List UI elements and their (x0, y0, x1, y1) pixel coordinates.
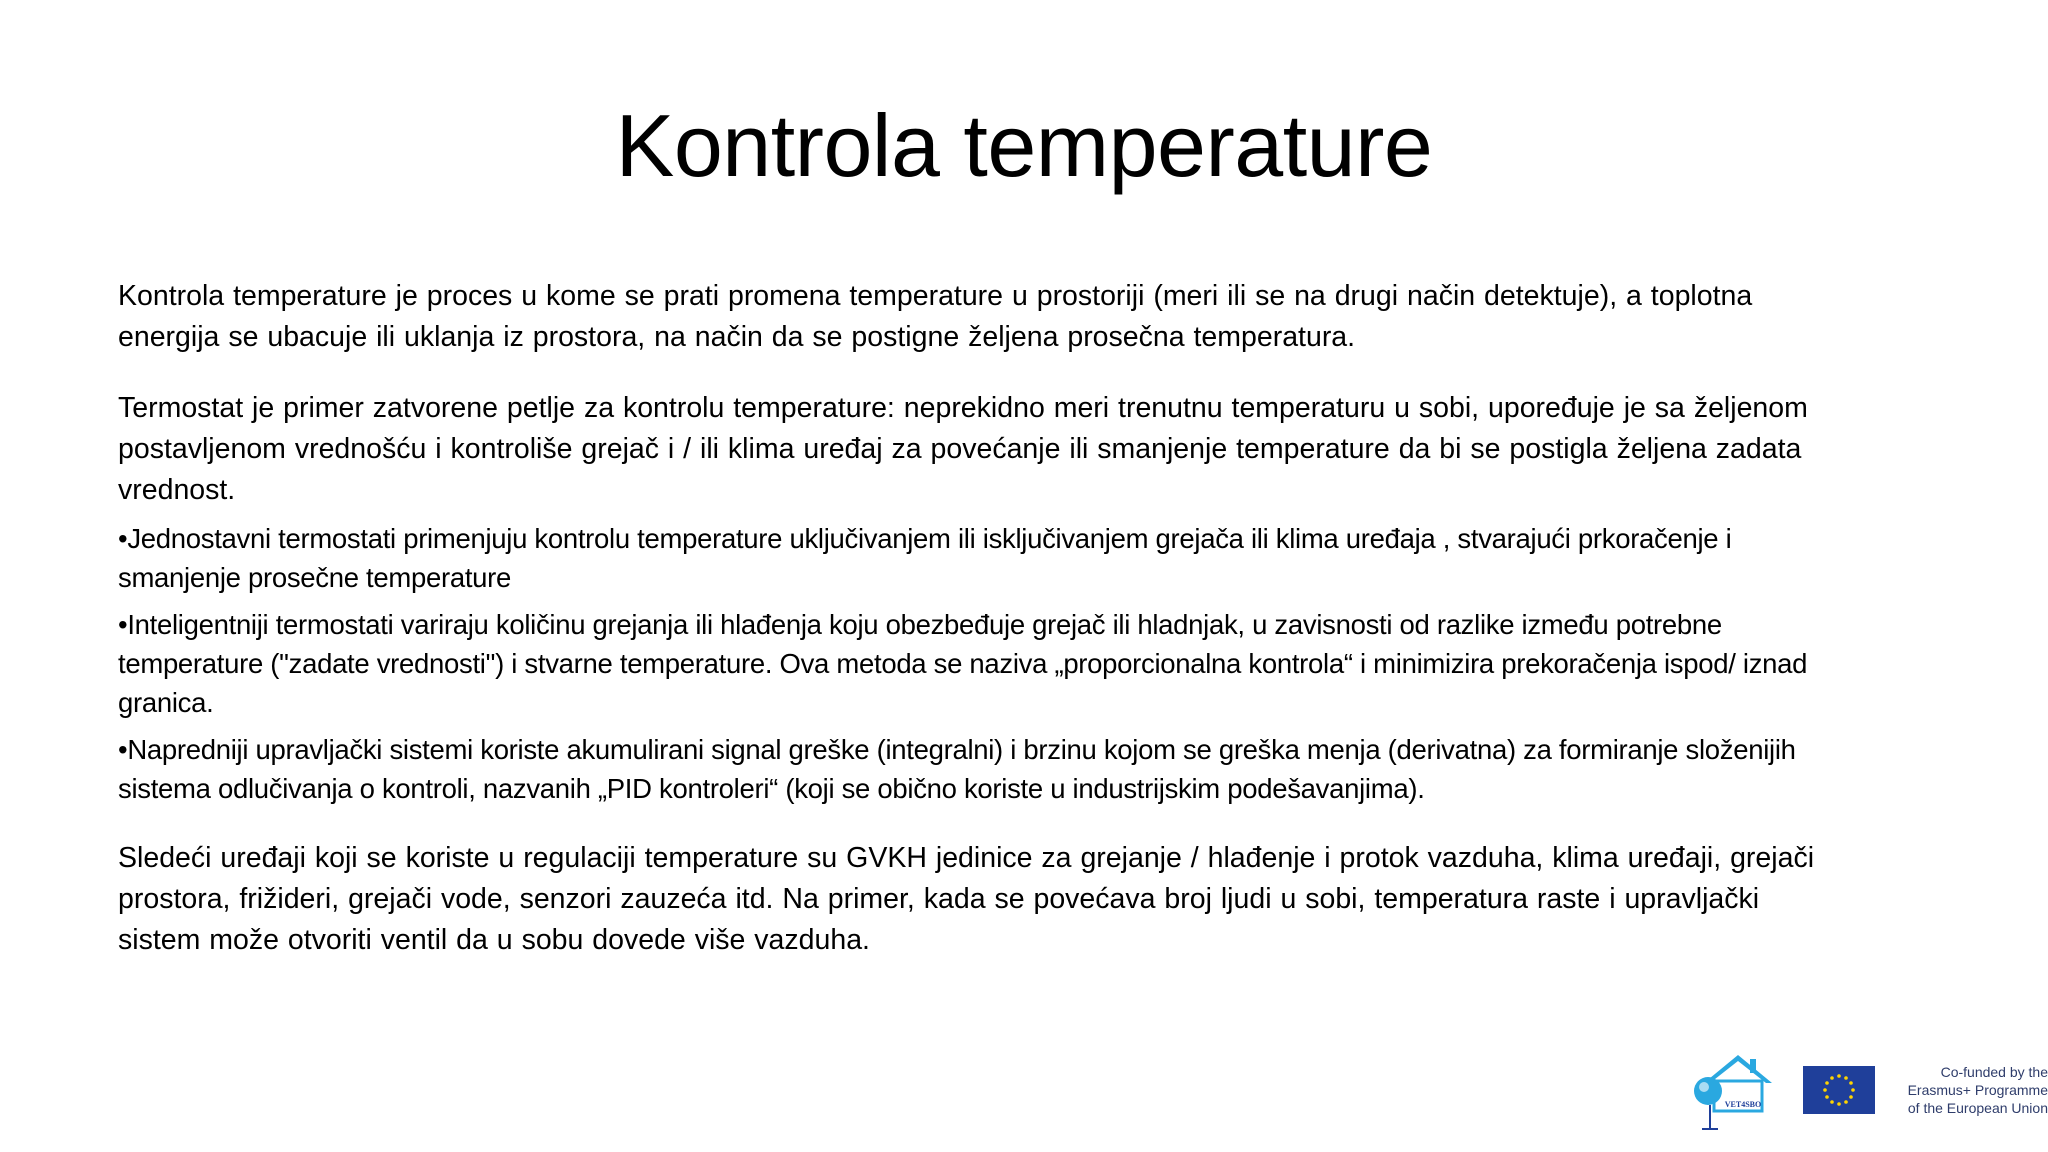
footer-logos (1688, 1045, 2048, 1135)
vet4sbo-logo-text: VET4SBO (1724, 1100, 1762, 1109)
bullet-item-proportional: •Inteligentniji termostati variraju količinu grejanja ili hlađenja koju obezbeđuje grejač ili hladnjak, u zavisnosti od razlike između potrebne temperature ("zadate vrednosti") i stvarne temperature. Ova metoda se naziva „proporcionalna kontrola“ i minimizira prekoračenja ispod/ iznad granica. (118, 609, 1808, 718)
closing-paragraph: Sledeći uređaji koji se koriste u regulaciji temperature su GVKH jedinice za grejanje / hlađenje i protok vazduha, klima uređaji, grejači prostora, frižideri, grejači vode, senzori zauzeća itd. Na primer, kada se povećava broj ljudi u sobi, temperatura raste i upravljački sistem može otvoriti ventil da u sobu dovede više vazduha. (118, 842, 1815, 956)
bullet-list (118, 519, 1838, 808)
cofunded-line-3: of the European Union (1907, 1100, 2048, 1116)
slide-body (118, 276, 1838, 991)
bullet-item-pid: •Napredniji upravljački sistemi koriste akumulirani signal greške (integralni) i brzinu kojom se greška menja (derivatna) za formiranje složenijih sistema odlučivanja o kontroli, nazvanih „PID kontroleri“ (koji se obično koriste u industrijskim podešavanjima). (118, 734, 1796, 804)
thermostat-paragraph: Termostat je primer zatvorene petlje za kontrolu temperature: neprekidno meri trenutnu temperaturu u sobi, upoređuje je sa željenom postavljenom vrednošću i kontroliše grejač i / ili klima uređaj za povećanje ili smanjenje temperature da bi se postigla željena zadata vrednost. (118, 392, 1808, 506)
bullet-item-simple: •Jednostavni termostati primenjuju kontrolu temperature uključivanjem ili isključivanjem grejača ili klima uređaja , stvarajući prkoračenje i smanjenje prosečne temperature (118, 523, 1732, 593)
cofunded-text (1884, 1063, 2048, 1117)
cofunded-line-1: Co-funded by the (1940, 1064, 2048, 1080)
slide-title: Kontrola temperature (615, 96, 1433, 195)
cofunded-line-2: Erasmus+ Programme (1907, 1082, 2048, 1098)
eu-flag-icon (1803, 1066, 1875, 1114)
intro-paragraph: Kontrola temperature je proces u kome se prati promena temperature u prostoriji (meri ili se na drugi način detektuje), a toplotna energija se ubacuje ili uklanja iz prostora, na način da se postigne željena prosečna temperatura. (118, 280, 1753, 353)
vet4sbo-logo (1688, 1049, 1776, 1133)
